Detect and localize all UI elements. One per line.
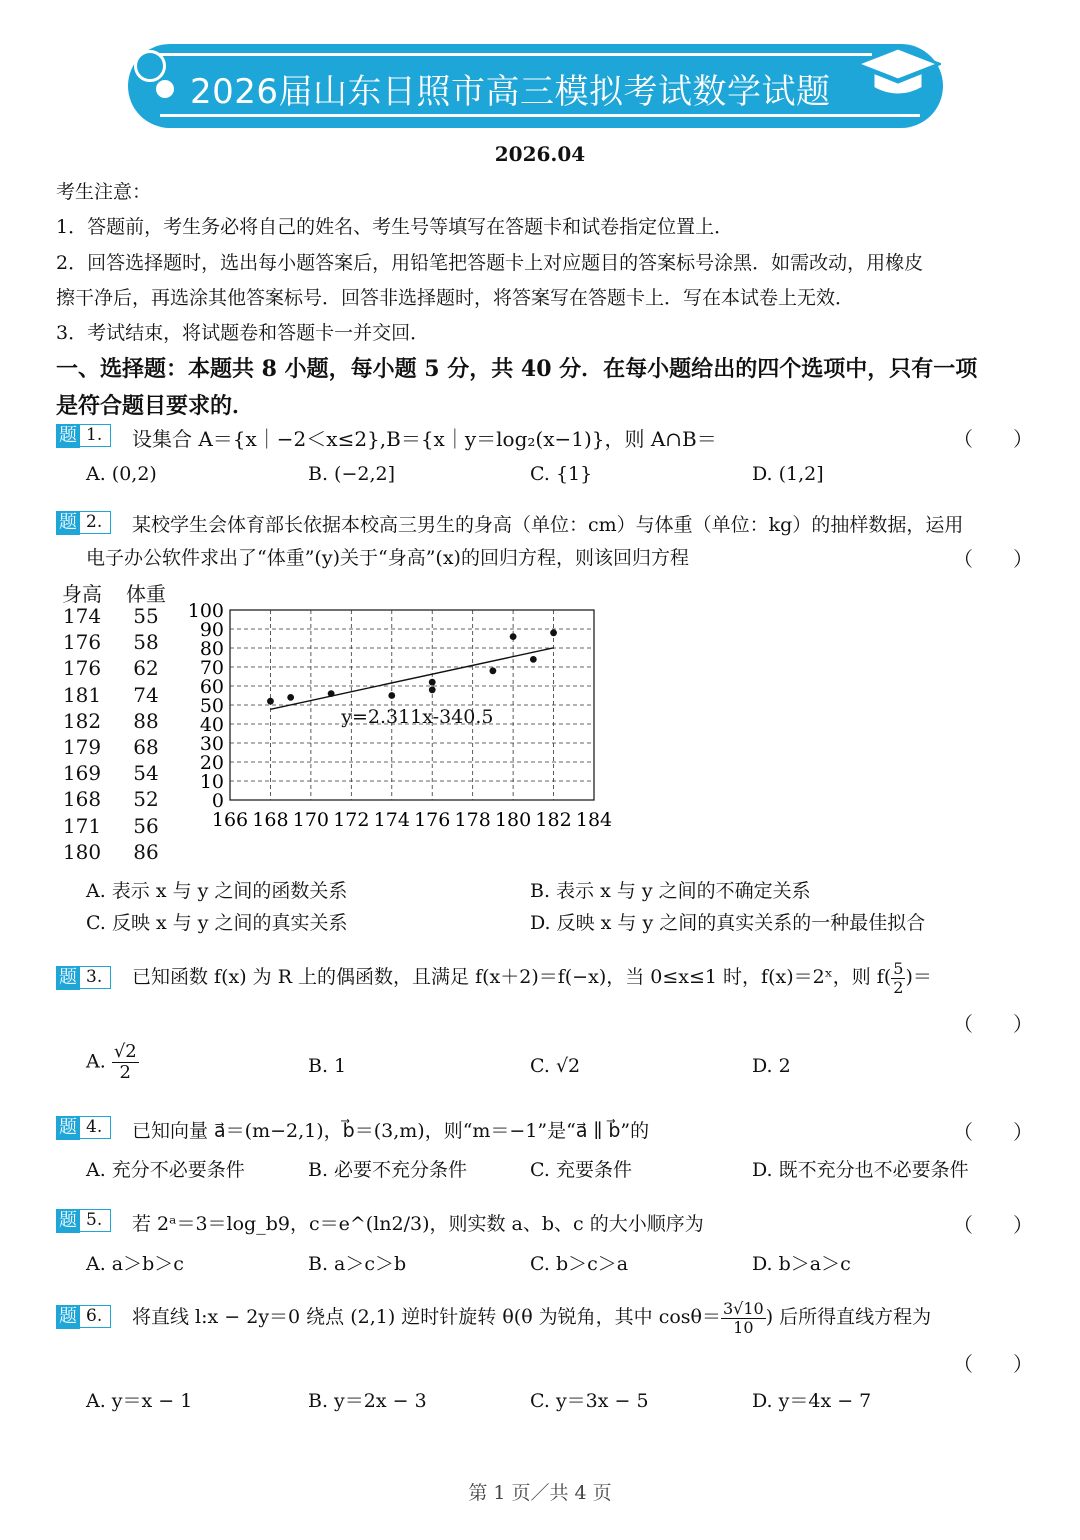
table-cell-height: 168 <box>62 787 102 812</box>
q5-option-b: B. a＞c＞b <box>308 1253 407 1275</box>
question-badge-1: 题 1. <box>56 424 111 448</box>
table-cell-weight: 68 <box>133 735 159 759</box>
q2-option-c: C. 反映 x 与 y 之间的真实关系 <box>86 912 348 934</box>
q6-option-a: A. y＝x − 1 <box>86 1390 193 1412</box>
table-cell-weight: 58 <box>133 630 159 655</box>
table-cell-weight: 86 <box>133 839 159 864</box>
answer-paren-6: （ ） <box>953 1352 1033 1376</box>
question-1-text: 设集合 A＝{x｜−2＜x≤2},B＝{x｜y＝log₂(x−1)}，则 A∩B＝ <box>132 427 717 451</box>
page-title: 2026届山东日照市高三模拟考试数学试题 <box>190 72 831 112</box>
data-point <box>530 656 537 663</box>
y-tick-label: 50 <box>199 695 224 717</box>
data-point <box>429 679 436 686</box>
question-3-text: 已知函数 f(x) 为 R 上的偶函数，且满足 f(x＋2)＝f(−x)，当 0≤x≤1 时，f(x)＝2ˣ，则 f( $\frac{5}{2}$ )＝ <box>132 958 932 997</box>
y-tick-label: 90 <box>199 619 224 641</box>
answer-paren-3: （ ） <box>953 1012 1033 1036</box>
scatter-chart <box>180 596 620 832</box>
question-5-text: 若 2ᵃ＝3＝log_b9，c＝e^(ln2/3)，则实数 a、b、c 的大小顺序为 <box>132 1213 704 1235</box>
notice-item-2-cont: 擦干净后，再选涂其他答案标号．回答非选择题时，将答案写在答题卡上．写在本试卷上无效． <box>56 287 855 309</box>
q2-option-a: A. 表示 x 与 y 之间的函数关系 <box>86 880 348 902</box>
q5-option-a: A. a＞b＞c <box>86 1253 184 1275</box>
y-tick-label: 80 <box>199 638 224 660</box>
y-tick-label: 10 <box>199 771 224 793</box>
answer-paren-1: （ ） <box>953 427 1033 451</box>
table-cell-weight: 88 <box>133 708 159 733</box>
x-tick-label: 166 <box>211 809 249 831</box>
table-header-weight: 体重 <box>126 582 166 606</box>
table-cell-height: 179 <box>62 735 102 759</box>
banner-top-line <box>152 53 872 56</box>
table-cell-height: 176 <box>62 630 102 655</box>
q5-option-c: C. b＞c＞a <box>530 1253 629 1275</box>
q5-option-d: D. b＞a＞c <box>752 1253 851 1275</box>
regression-line <box>270 648 553 709</box>
data-point <box>388 692 395 699</box>
x-tick-label: 168 <box>252 809 289 831</box>
table-cell-height: 182 <box>62 708 102 733</box>
data-point <box>550 629 557 636</box>
table-cell-height: 181 <box>62 682 102 707</box>
banner-dot <box>156 80 174 98</box>
y-tick-label: 60 <box>199 676 224 698</box>
banner-bottom-line <box>160 114 920 117</box>
q4-option-d: D. 既不充分也不必要条件 <box>752 1159 969 1181</box>
q6-option-d: D. y＝4x − 7 <box>752 1390 872 1412</box>
table-cell-weight: 52 <box>133 787 159 812</box>
answer-paren-2: （ ） <box>953 547 1033 571</box>
question-4-text: 已知向量 a⃗＝(m−2,1)，b⃗＝(3,m)，则“m＝−1”是“a⃗ ∥ b⃗”的 <box>132 1120 650 1142</box>
title-banner <box>128 44 943 128</box>
q1-option-d: D. (1,2] <box>752 463 824 485</box>
q3-option-c: C. √2 <box>530 1055 581 1077</box>
y-tick-label: 70 <box>199 657 224 679</box>
section-heading-cont: 是符合题目要求的． <box>56 393 255 419</box>
answer-paren-4: （ ） <box>953 1120 1033 1144</box>
table-header-height: 身高 <box>62 582 102 606</box>
x-tick-label: 174 <box>373 809 410 831</box>
data-point <box>429 686 436 693</box>
q3-option-b: B. 1 <box>308 1055 347 1077</box>
table-cell-weight: 54 <box>133 761 159 786</box>
q1-option-b: B. (−2,2] <box>308 463 396 485</box>
exam-date: 2026.04 <box>494 142 586 166</box>
notice-item-3: 3．考试结束，将试题卷和答题卡一并交回． <box>56 322 430 344</box>
q1-option-a: A. (0,2) <box>86 463 157 485</box>
y-tick-label: 0 <box>211 790 224 812</box>
x-tick-label: 184 <box>575 809 613 831</box>
q2-option-d: D. 反映 x 与 y 之间的真实关系的一种最佳拟合 <box>530 912 926 934</box>
table-cell-height: 169 <box>62 761 102 786</box>
y-tick-label: 20 <box>199 752 224 774</box>
notice-item-1: 1．答题前，考生务必将自己的姓名、考生号等填写在答题卡和试卷指定位置上． <box>56 216 734 238</box>
y-tick-label: 100 <box>187 600 224 622</box>
q3-option-d: D. 2 <box>752 1055 791 1077</box>
q4-option-b: B. 必要不充分条件 <box>308 1159 468 1181</box>
q1-option-c: C. {1} <box>530 463 593 485</box>
x-tick-label: 172 <box>333 809 370 831</box>
y-tick-label: 30 <box>199 733 224 755</box>
q3-option-a: A. $\frac{√2}{2}$ <box>86 1041 137 1083</box>
page-footer: 第 1 页／共 4 页 <box>468 1482 612 1504</box>
table-cell-weight: 56 <box>133 813 159 838</box>
q4-option-c: C. 充要条件 <box>530 1159 632 1181</box>
question-2-text-cont: 电子办公软件求出了“体重”(y)关于“身高”(x)的回归方程，则该回归方程 <box>86 547 689 569</box>
y-tick-label: 40 <box>199 714 224 736</box>
table-cell-weight: 62 <box>133 656 159 681</box>
question-badge-2: 题 2. <box>56 511 111 535</box>
x-tick-label: 170 <box>292 809 330 831</box>
data-point <box>510 633 517 640</box>
question-badge-5: 题 5. <box>56 1209 111 1233</box>
table-cell-height: 180 <box>62 839 102 864</box>
section-heading: 一、选择题：本题共 8 小题，每小题 5 分，共 40 分．在每小题给出的四个选项中，只有一项 <box>56 356 978 382</box>
data-point <box>489 667 496 674</box>
q6-option-b: B. y＝2x − 3 <box>308 1390 427 1412</box>
table-cell-weight: 55 <box>133 604 159 628</box>
x-tick-label: 182 <box>535 809 572 831</box>
table-cell-height: 171 <box>62 813 102 838</box>
table-cell-height: 176 <box>62 656 102 681</box>
x-tick-label: 178 <box>454 809 491 831</box>
banner-ring <box>134 50 166 82</box>
regression-label: y=2.311x-340.5 <box>341 706 494 728</box>
table-cell-weight: 74 <box>133 682 159 707</box>
q2-option-b: B. 表示 x 与 y 之间的不确定关系 <box>530 880 811 902</box>
question-badge-4: 题 4. <box>56 1116 111 1140</box>
question-2-text: 某校学生会体育部长依据本校高三男生的身高（单位：cm）与体重（单位：kg）的抽样数据，运用 <box>132 514 964 536</box>
table-cell-height: 174 <box>62 604 102 628</box>
answer-paren-5: （ ） <box>953 1213 1033 1237</box>
data-point <box>267 698 274 705</box>
q4-option-a: A. 充分不必要条件 <box>86 1159 245 1181</box>
question-badge-3: 题 3. <box>56 966 111 990</box>
notice-item-2: 2．回答选择题时，选出每小题答案后，用铅笔把答题卡上对应题目的答案标号涂黑．如需改动，用橡皮 <box>56 252 924 274</box>
question-6-text: 将直线 l:x − 2y＝0 绕点 (2,1) 逆时针旋转 θ(θ 为锐角，其中 cosθ＝ $\frac{3√10}{10}$ ) 后所得直线方程为 <box>132 1298 932 1337</box>
data-point <box>287 694 294 701</box>
x-tick-label: 176 <box>414 809 451 831</box>
graduation-cap-icon <box>855 44 941 104</box>
notice-heading: 考生注意： <box>56 181 152 203</box>
q6-option-c: C. y＝3x − 5 <box>530 1390 649 1412</box>
x-tick-label: 180 <box>494 809 532 831</box>
question-badge-6: 题 6. <box>56 1305 111 1329</box>
